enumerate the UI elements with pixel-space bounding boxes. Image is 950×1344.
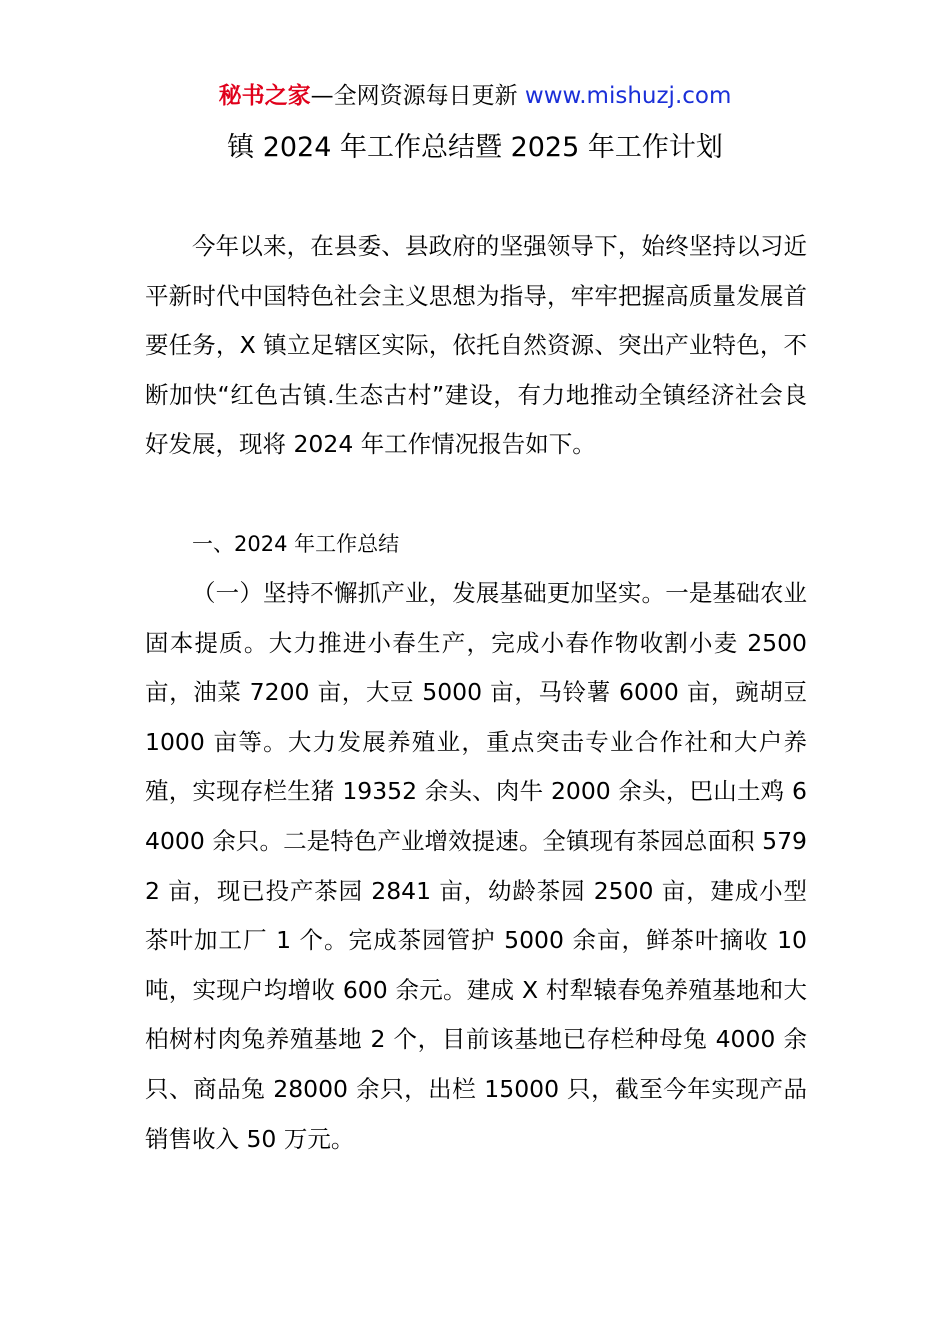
site-url-link[interactable]: www.mishuzj.com — [524, 83, 732, 109]
site-header — [0, 80, 950, 112]
section-heading: 一、2024 年工作总结 — [192, 532, 400, 556]
brand-name: 秘书之家 — [218, 83, 311, 109]
document-title: 镇 2024 年工作总结暨 2025 年工作计划 — [227, 132, 723, 163]
body-paragraph: （一）坚持不懈抓产业，发展基础更加坚实。一是基础农业固本提质。大力推进小春生产，完成小春作物收割小麦 2500 亩，油菜 7200 亩，大豆 5000 亩，马铃薯 6000 亩，豌胡豆 1000 亩等。大力发展养殖业，重点突击专业合作社和大户养殖，实现存栏生猪 19352 余头、肉牛 2000 余头，巴山土鸡 64000 余只。二是特色产业增效提速。全镇现有茶园总面积 5792 亩，现已投产茶园 2841 亩，幼龄茶园 2500 亩，建成小型茶叶加工厂 1 个。完成茶园管护 5000 余亩，鲜茶叶摘收 10 吨，实现户均增收 600 余元。建成 X 村犁辕春兔养殖基地和大柏树村肉兔养殖基地 2 个，目前该基地已存栏种母兔 4000 余只、商品兔 28000 余只，出栏 15000 只，截至今年实现产品销售收入 50 万元。 — [145, 579, 807, 1153]
intro-paragraph: 今年以来，在县委、县政府的坚强领导下，始终坚持以习近平新时代中国特色社会主义思想为指导，牢牢把握高质量发展首要任务，X 镇立足辖区实际，依托自然资源、突出产业特色，不断加快“红色古镇.生态古村”建设，有力地推动全镇经济社会良好发展，现将 2024 年工作情况报告如下。 — [145, 232, 807, 459]
header-tagline: —全网资源每日更新 — [310, 83, 525, 109]
